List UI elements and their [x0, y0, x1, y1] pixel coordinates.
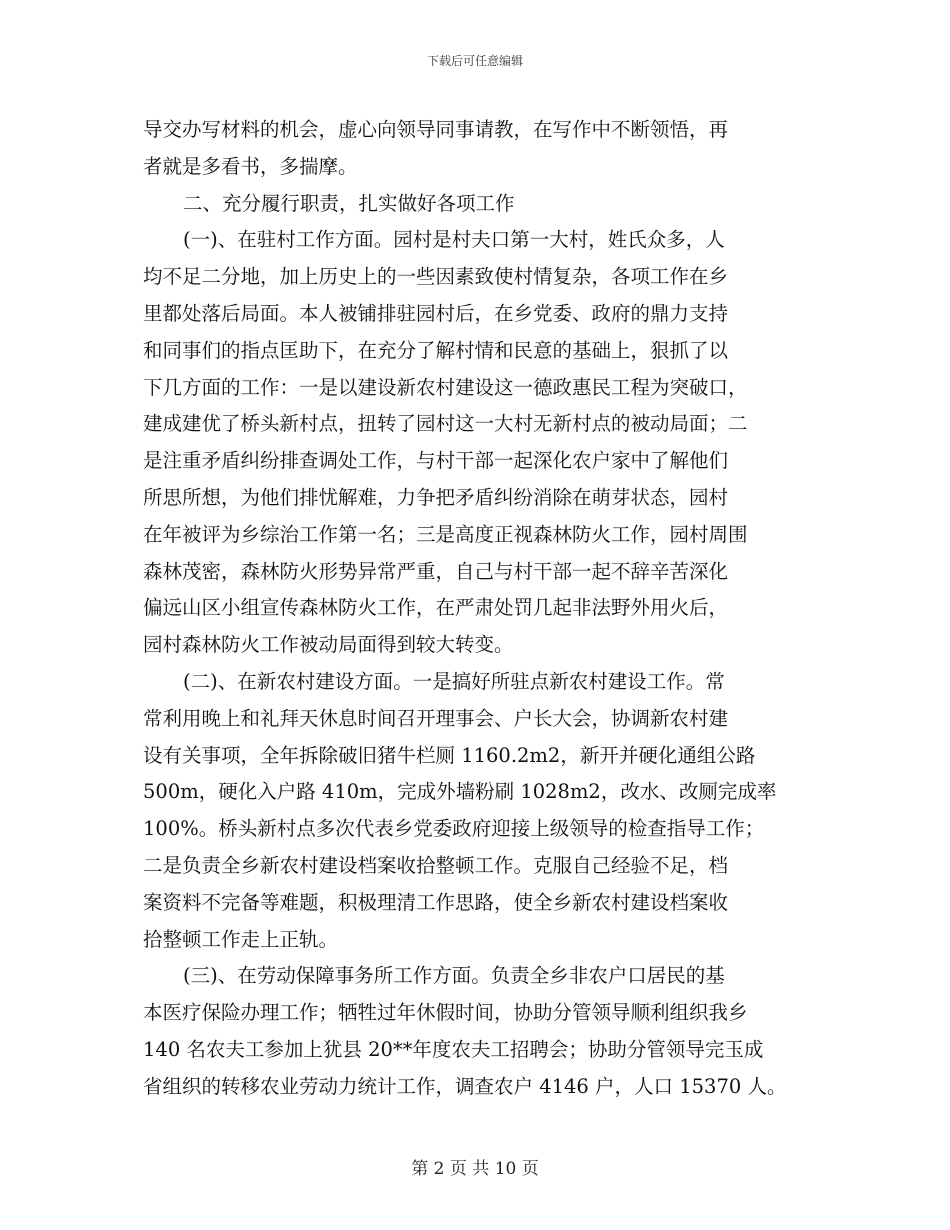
text-line: 500m，硬化入户路 410m，完成外墙粉刷 1028m2，改水、改厕完成率: [143, 780, 777, 804]
text-line: 140 名农夫工参加上犹县 20**年度农夫工招聘会；协助分管领导完玉成: [143, 1037, 764, 1061]
text-line: 者就是多看书，多揣摩。: [143, 154, 358, 178]
document-body: [143, 112, 823, 1106]
text-line: 拾整顿工作走上正轨。: [143, 927, 339, 951]
text-line: 建成建优了桥头新村点，扭转了园村这一大村无新村点的被动局面；二: [143, 412, 748, 436]
text-line: 森林茂密，森林防火形势异常严重，自己与村干部一起不辞辛苦深化: [143, 559, 729, 583]
text-line: 偏远山区小组宣传森林防火工作，在严肃处罚几起非法野外用火后，: [143, 596, 729, 620]
text-line: 下几方面的工作：一是以建设新农村建设这一德政惠民工程为突破口，: [143, 375, 748, 399]
text-line: 案资料不完备等难题，积极理清工作思路，使全乡新农村建设档案收: [143, 890, 729, 914]
text-line: 导交办写材料的机会，虚心向领导同事请教，在写作中不断领悟，再: [143, 118, 729, 141]
text-line: 二是负责全乡新农村建设档案收拾整顿工作。克服自己经验不足，档: [143, 853, 729, 877]
section-heading: 二、充分履行职责，扎实做好各项工作: [183, 191, 515, 215]
text-line: 均不足二分地，加上历史上的一些因素致使村情复杂，各项工作在乡: [143, 265, 729, 289]
text-line: 和同事们的指点匡助下，在充分了解村情和民意的基础上，狠抓了以: [143, 338, 729, 362]
text-line: 常利用晚上和礼拜天休息时间召开理事会、户长大会，协调新农村建: [143, 706, 729, 730]
paragraph-start: (三)、在劳动保障事务所工作方面。负责全乡非农户口居民的基: [183, 964, 725, 988]
text-line: 园村森林防火工作被动局面得到较大转变。: [143, 633, 514, 657]
text-line: 本医疗保险办理工作；牺牲过年休假时间，协助分管领导顺利组织我乡: [143, 1001, 748, 1025]
page-header: 下载后可任意编辑: [426, 54, 523, 68]
text-line: 是注重矛盾纠纷排查调处工作，与村干部一起深化农户家中了解他们: [143, 449, 729, 473]
text-line: 100%。桥头新村点多次代表乡党委政府迎接上级领导的检查指导工作；: [143, 817, 765, 841]
page-number: 第 2 页 共 10 页: [411, 1159, 539, 1179]
text-line: 所思所想，为他们排忧解难，力争把矛盾纠纷消除在萌芽状态，园村: [143, 485, 729, 509]
paragraph-start: (一)、在驻村工作方面。园村是村夫口第一大村，姓氏众多，人: [183, 228, 725, 252]
text-line: 设有关事项，全年拆除破旧猪牛栏厕 1160.2m2，新开并硬化通组公路: [143, 743, 756, 767]
text-line: 省组织的转移农业劳动力统计工作，调查农户 4146 户，人口 15370 人。: [143, 1074, 787, 1098]
text-line: 里都处落后局面。本人被铺排驻园村后，在乡党委、政府的鼎力支持: [143, 301, 729, 325]
text-line: 在年被评为乡综治工作第一名；三是高度正视森林防火工作，园村周围: [143, 522, 748, 546]
paragraph-start: (二)、在新农村建设方面。一是搞好所驻点新农村建设工作。常: [183, 669, 725, 693]
